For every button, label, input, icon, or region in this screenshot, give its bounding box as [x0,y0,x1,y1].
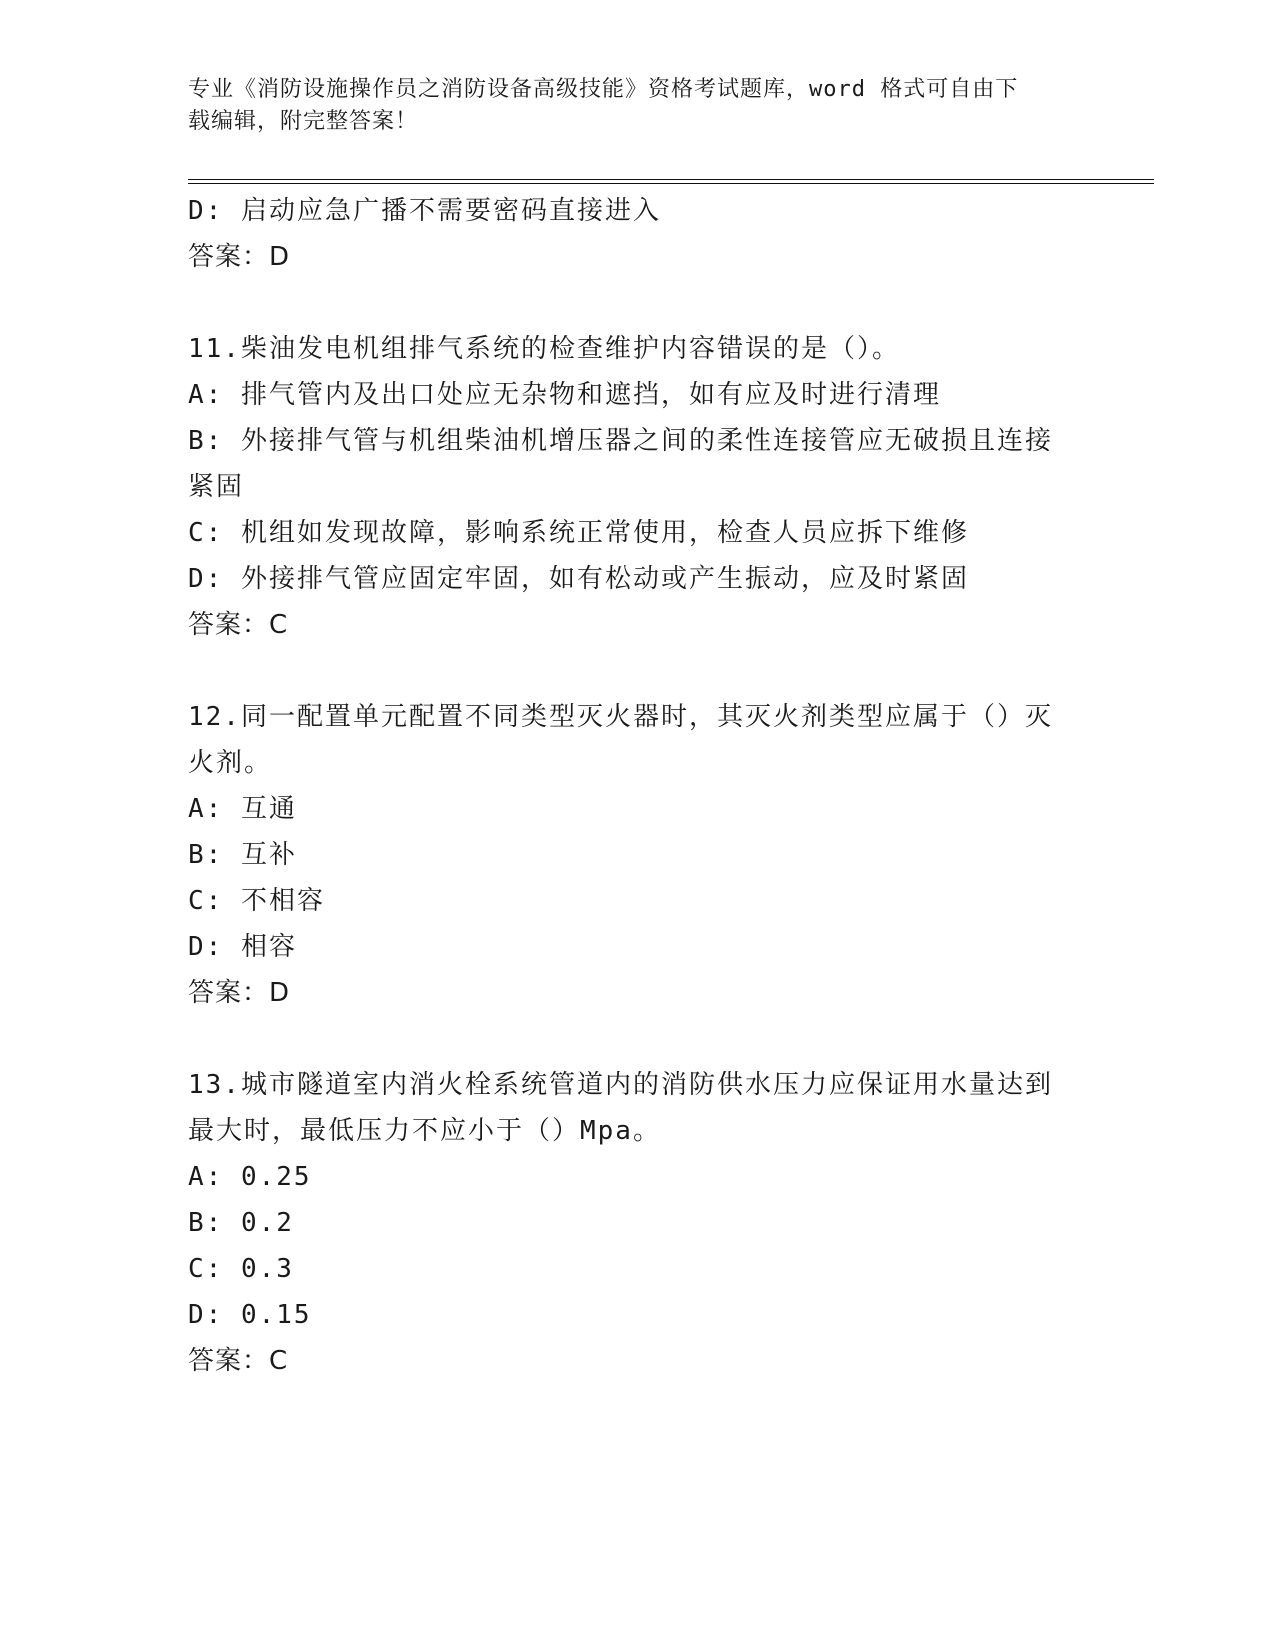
question-text-continued: 最大时，最低压力不应小于（）Mpa。 [188,1116,661,1146]
option-a: A: 互通 [188,794,297,824]
option-b: B: 0.2 [188,1208,294,1238]
question-content [188,188,1088,1384]
option-a: A: 0.25 [188,1162,312,1192]
prev-option-d: D: 启动应急广播不需要密码直接进入 [188,196,661,226]
option-d: D: 0.15 [188,1300,312,1330]
spacer [188,1016,1088,1062]
option-d: D: 外接排气管应固定牢固，如有松动或产生振动，应及时紧固 [188,564,969,594]
question-text: 11.柴油发电机组排气系统的检查维护内容错误的是（）。 [188,334,900,364]
answer: 答案：C [188,1346,289,1376]
option-b: B: 互补 [188,840,297,870]
question-text: 12.同一配置单元配置不同类型灭火器时，其灭火剂类型应属于（）灭 [188,702,1053,732]
option-a: A: 排气管内及出口处应无杂物和遮挡，如有应及时进行清理 [188,380,941,410]
question-13 [188,1062,1088,1384]
spacer [188,280,1088,326]
header-divider-bottom [188,183,1154,184]
option-c: C: 机组如发现故障，影响系统正常使用，检查人员应拆下维修 [188,518,969,548]
answer: 答案：C [188,610,289,640]
option-c: C: 不相容 [188,886,325,916]
document-header [188,74,1068,138]
option-d: D: 相容 [188,932,297,962]
option-b-continued: 紧固 [188,472,245,502]
spacer [188,648,1088,694]
question-11 [188,326,1088,648]
option-c: C: 0.3 [188,1254,294,1284]
prev-answer: 答案：D [188,242,291,272]
question-text-continued: 火剂。 [188,748,273,778]
header-line-1: 专业《消防设施操作员之消防设备高级技能》资格考试题库，word 格式可自由下 [188,77,1019,102]
question-12 [188,694,1088,1016]
option-b: B: 外接排气管与机组柴油机增压器之间的柔性连接管应无破损且连接 [188,426,1053,456]
header-divider-top [188,179,1154,180]
answer: 答案：D [188,978,291,1008]
header-line-2: 载编辑，附完整答案！ [188,109,419,134]
question-text: 13.城市隧道室内消火栓系统管道内的消防供水压力应保证用水量达到 [188,1070,1053,1100]
